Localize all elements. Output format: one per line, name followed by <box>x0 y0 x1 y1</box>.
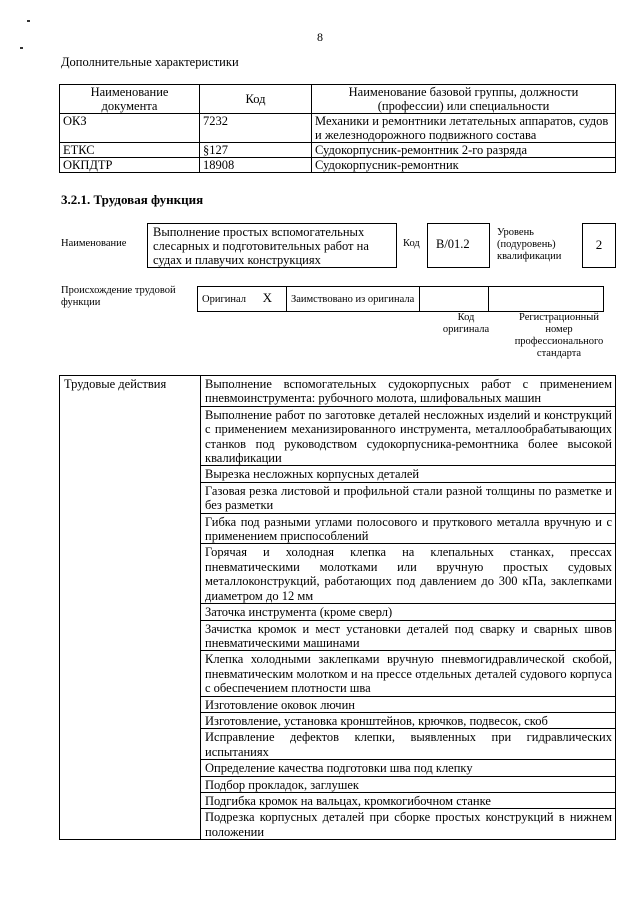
action-item: Горячая и холодная клепка на клепальных станках, прессах пневматическими молотками или вручную простых судовых металлоконструкций, работающих под давлением до 300 кПа, заклепками диаметром до 12 мм <box>201 544 616 604</box>
row-doc: ОКПДТР <box>60 158 200 173</box>
row-group: Судокорпусник-ремонтник 2-го разряда <box>312 143 616 158</box>
origin-label: Происхождение трудовой функции <box>61 285 176 308</box>
row-code: 18908 <box>200 158 312 173</box>
classifier-row <box>60 143 616 158</box>
original-code-cell <box>420 287 489 312</box>
action-item: Изготовление, установка кронштейнов, крючков, подвесок, скоб <box>201 712 616 728</box>
function-name-value: Выполнение простых вспомогательных слесарных и подготовительных работ на судах и плавучих конструкциях <box>147 223 397 268</box>
qualification-level-value: 2 <box>582 223 616 268</box>
row-code: §127 <box>200 143 312 158</box>
page-number: 8 <box>317 30 323 44</box>
labor-actions-label: Трудовые действия <box>60 376 201 840</box>
classifier-row <box>60 158 616 173</box>
row-doc: ЕТКС <box>60 143 200 158</box>
original-code-caption: Код оригинала <box>442 312 490 335</box>
action-item: Газовая резка листовой и профильной стали разной толщины по разметке и без разметки <box>201 482 616 513</box>
scan-speck <box>20 47 23 49</box>
function-code-label: Код <box>403 238 420 249</box>
function-name-label: Наименование <box>61 238 127 249</box>
action-item: Подрезка корпусных деталей при сборке простых конструкций в нижнем положении <box>201 809 616 840</box>
original-label: Оригинал <box>202 294 246 305</box>
action-row <box>60 376 616 407</box>
classifier-row <box>60 114 616 143</box>
action-item: Определение качества подготовки шва под клепку <box>201 760 616 776</box>
header-document: Наименование документа <box>60 85 200 114</box>
row-group: Судокорпусник-ремонтник <box>312 158 616 173</box>
row-doc: ОКЗ <box>60 114 200 143</box>
registration-number-cell <box>489 287 604 312</box>
extra-characteristics-heading: Дополнительные характеристики <box>61 55 239 69</box>
action-item: Исправление дефектов клепки, выявленных при гидравлических испытаниях <box>201 729 616 760</box>
qualification-level-label: Уровень (подуровень) квалификации <box>497 227 562 262</box>
section-title: 3.2.1. Трудовая функция <box>61 192 204 207</box>
origin-table <box>197 286 604 312</box>
action-item: Заточка инструмента (кроме сверл) <box>201 604 616 620</box>
registration-number-caption: Регистрационный номер профессионального стандарта <box>514 312 604 359</box>
borrowed-label: Заимствовано из оригинала <box>287 287 420 312</box>
original-mark: X <box>262 290 273 305</box>
action-item: Вырезка несложных корпусных деталей <box>201 466 616 482</box>
header-code: Код <box>200 85 312 114</box>
action-item: Зачистка кромок и мест установки деталей под сварку и сварных швов пневматическими машинами <box>201 620 616 651</box>
action-item: Подбор прокладок, заглушек <box>201 776 616 792</box>
labor-actions-table <box>59 375 616 840</box>
classifier-table <box>59 84 616 173</box>
classifier-header-row <box>60 85 616 114</box>
action-item: Клепка холодными заклепками вручную пневмогидравлической скобой, пневматическим молотком и на прессе отдельных деталей судового корпуса с обеспечением плотности шва <box>201 651 616 696</box>
action-item: Гибка под разными углами полосового и пруткового металла вручную и с применением приспособлений <box>201 513 616 544</box>
action-item: Выполнение вспомогательных судокорпусных работ с применением пневмоинструмента: рубочного молота, шлифовальных машин <box>201 376 616 407</box>
header-group: Наименование базовой группы, должности (профессии) или специальности <box>312 85 616 114</box>
row-code: 7232 <box>200 114 312 143</box>
function-code-value: B/01.2 <box>427 223 490 268</box>
action-item: Подгибка кромок на вальцах, кромкогибочном станке <box>201 792 616 808</box>
scan-speck <box>27 20 30 22</box>
action-item: Изготовление оковок лючин <box>201 696 616 712</box>
action-item: Выполнение работ по заготовке деталей несложных изделий и конструкций с применением механизированного инструмента, металлообрабатывающих станков под руководством судокорпусника-ремонтника более высокой квалификации <box>201 406 616 466</box>
row-group: Механики и ремонтники летательных аппаратов, судов и железнодорожного подвижного состава <box>312 114 616 143</box>
